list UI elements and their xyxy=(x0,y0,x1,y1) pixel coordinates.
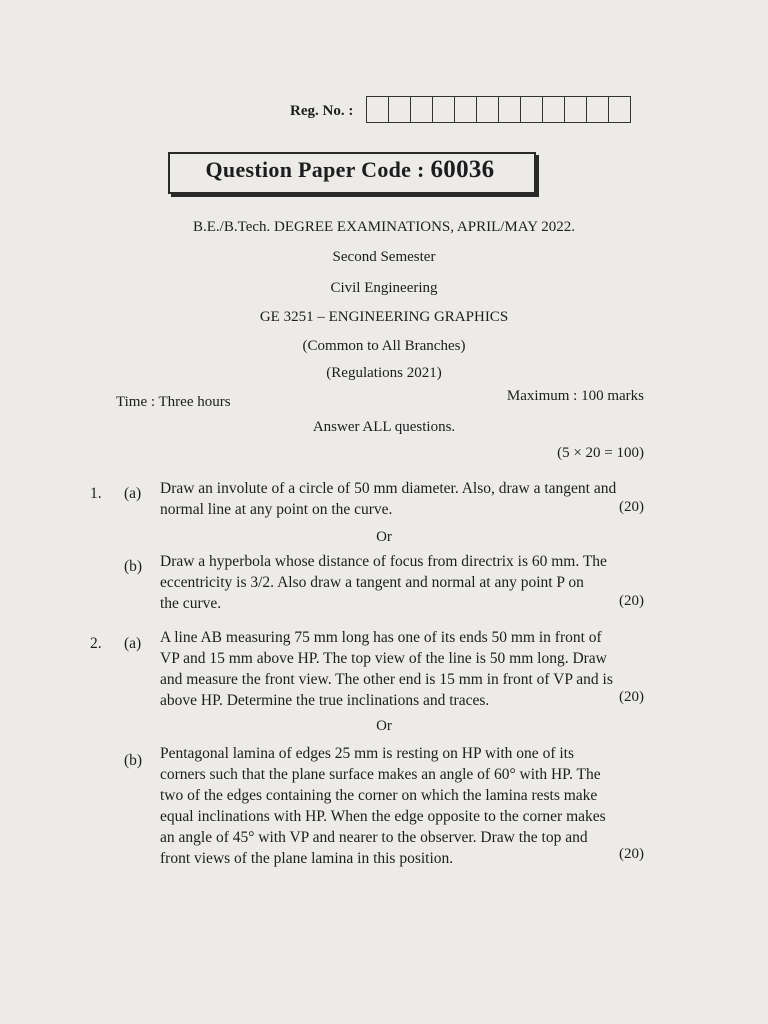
part-label: (b) xyxy=(124,752,143,769)
question-number: 1. xyxy=(90,485,102,502)
question-2a-text: A line AB measuring 75 mm long has one of its ends 50 mm in front of VP and 15 mm above HP. The top view of the line is 50 mm long. Draw and measure the front view. The other end is 15 mm in front of VP and is above HP. Determine the true inclinations and traces. xyxy=(160,629,613,709)
marks: (20) xyxy=(619,593,644,609)
max-marks: Maximum : 100 marks xyxy=(506,388,644,404)
question-1b-text: Draw a hyperbola whose distance of focus from directrix is 60 mm. The eccentricity is 3/2. Also draw a tangent and normal at any point P on the curve. xyxy=(160,553,607,612)
reg-no-label: Reg. No. : xyxy=(290,103,354,119)
part-label: (a) xyxy=(124,635,142,652)
marks: (20) xyxy=(619,846,644,862)
regulations: (Regulations 2021) xyxy=(326,365,442,381)
branch: Civil Engineering xyxy=(330,280,438,296)
instruction: Answer ALL questions. xyxy=(312,419,456,435)
reg-no-boxes xyxy=(366,96,631,123)
paper-code-heading xyxy=(168,156,532,184)
semester: Second Semester xyxy=(332,249,436,265)
paper-code-label: Question Paper Code : xyxy=(205,157,425,182)
marks: (20) xyxy=(619,689,644,705)
part-label: (b) xyxy=(124,558,143,575)
common-note: (Common to All Branches) xyxy=(302,338,466,354)
marks: (20) xyxy=(619,499,644,515)
paper-code: 60036 xyxy=(430,156,495,183)
or-separator: Or xyxy=(376,718,392,734)
question-number: 2. xyxy=(90,635,102,652)
or-separator: Or xyxy=(376,529,392,545)
part-label: (a) xyxy=(124,485,142,502)
exam-title: B.E./B.Tech. DEGREE EXAMINATIONS, APRIL/MAY 2022. xyxy=(192,219,575,235)
question-2b-text: Pentagonal lamina of edges 25 mm is resting on HP with one of its corners such that the plane surface makes an angle of 60° with HP. The two of the edges containing the corner on which the lamina rests make equal inclinations with HP. When the edge opposite to the corner makes an angle of 45° with VP and nearer to the observer. Draw the top and front views of the plane lamina in this position. xyxy=(160,745,606,867)
question-1a-text: Draw an involute of a circle of 50 mm diameter. Also, draw a tangent and normal line at any point on the curve. xyxy=(160,480,617,518)
marks-scheme: (5 × 20 = 100) xyxy=(557,445,644,461)
time-allowed: Time : Three hours xyxy=(116,394,231,410)
course-title: GE 3251 – ENGINEERING GRAPHICS xyxy=(259,309,509,325)
